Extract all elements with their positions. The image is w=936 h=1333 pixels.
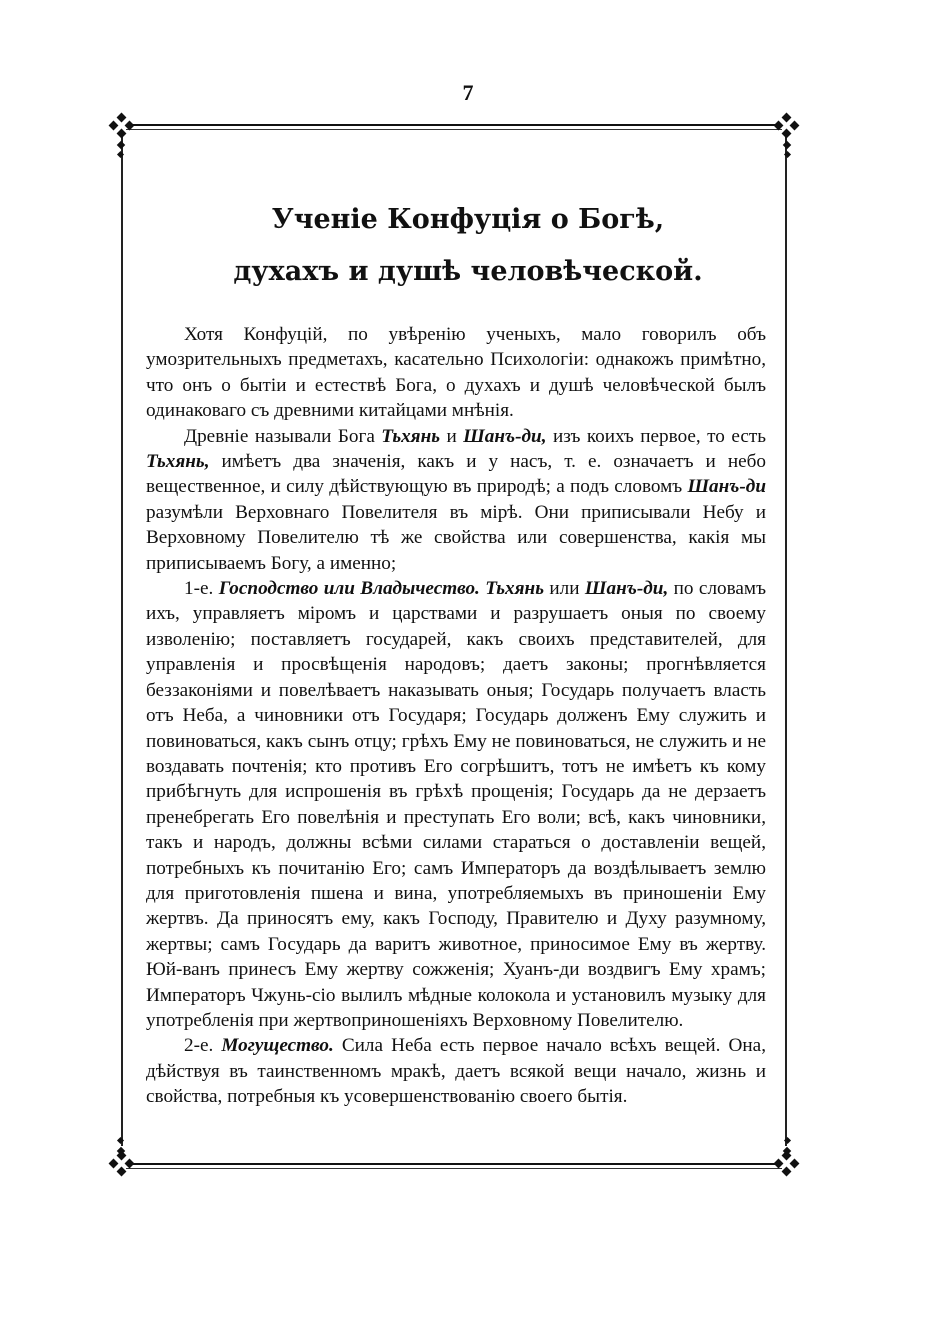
frame-left-border [121, 136, 123, 1146]
frame-top-rule-thin [126, 129, 782, 130]
text-run: Древніе называли Бога [184, 425, 382, 447]
corner-ornament-icon [104, 1136, 144, 1196]
text-run: 2-е. [184, 1035, 222, 1057]
paragraph [146, 1033, 766, 1109]
italic-term: Шанъ-ди, [463, 425, 547, 447]
corner-ornament-icon [764, 98, 804, 158]
text-run: Сила Неба есть первое начало всѣхъ вещей. Она, дѣйствуя въ таинственномъ мракѣ, даетъ всякой вещи начало, жизнь и свойства, потребныя къ усовершенствованію своего бытія. [146, 1035, 766, 1108]
italic-term: Тьхянь [485, 578, 544, 600]
text-run: имѣетъ два значенія, какъ и у насъ, т. е. означаетъ и небо вещественное, и силу дѣйствующую въ природѣ; а подъ словомъ [146, 451, 766, 498]
text-run: 1-е. [184, 578, 219, 600]
frame-top-rule [126, 124, 782, 126]
text-run: или [543, 578, 585, 600]
italic-term: Тьхянь, [146, 451, 210, 473]
italic-term: Господство или Владычество. [218, 578, 480, 600]
paragraph [146, 576, 766, 1033]
italic-term: Шанъ-ди, [584, 578, 669, 600]
italic-term: Могущество. [221, 1035, 334, 1057]
paragraph [146, 424, 766, 576]
text-run: изъ коихъ первое, то есть [546, 425, 766, 447]
frame-right-border [785, 136, 787, 1146]
corner-ornament-icon [104, 98, 144, 158]
italic-term: Тьхянь [381, 425, 440, 447]
frame-bottom-rule-thin [126, 1168, 782, 1169]
body-text [146, 322, 766, 1110]
text-run: по словамъ ихъ, управляетъ міромъ и царствами и разрушаетъ оныя по своему изволенію; поставляетъ государей, какъ своихъ представителей, для управленія и просвѣщенія народовъ; даетъ законы; прогнѣвляется беззаконіями и повелѣваетъ наказывать оныя; Государь получаетъ власть отъ Неба, а чиновники отъ Государя; Государь долженъ Ему служить и повиноваться, какъ сынъ отцу; грѣхъ Ему не повиноваться, не служить и не воздавать почтенія; кто противъ Его согрѣшитъ, тотъ не имѣетъ къ кому прибѣгнуть для испрошенія въ грѣхѣ прощенія; Государь да не дерзаетъ пренебрегать Его повелѣнія и преступать Его воли; всѣ, какъ чиновники, такъ и народъ, должны всѣми силами стараться о доставленіи вещей, потребныхъ къ почитанію Его; самъ Императоръ да воздѣлываетъ землю для приготовленія пшена и вина, употребляемыхъ въ приношеніи Ему жертвъ. Да приносятъ ему, какъ Господу, Правителю и Духу разумному, жертвы; самъ Государь да варитъ животное, приносимое Ему въ жертву. Юй-ванъ принесъ Ему жертву сожженія; Хуанъ-ди воздвигъ Ему храмъ; Императоръ Чжунь-сіо вылилъ мѣдные колокола и установилъ музыку для употребленія при жертвоприношеніяхъ Верховному Повелителю. [146, 578, 766, 1031]
frame-bottom-rule [126, 1163, 782, 1165]
chapter-subtitle: духахъ и душѣ человѣческой. [233, 256, 703, 287]
paragraph [146, 322, 766, 424]
text-run: разумѣли Верховнаго Повелителя въ мірѣ. Они приписывали Небу и Верховному Повелителю тѣ же свойства или совершенства, какія мы приписываемъ Богу, а именно; [146, 501, 766, 574]
text-run: Хотя Конфуцій, по увѣренію ученыхъ, мало говорилъ объ умозрительныхъ предметахъ, касательно Психологіи: однакожъ примѣтно, что онъ о бытіи и естествѣ Бога, о духахъ и душѣ человѣческой былъ одинаковаго съ древними китайцами мнѣнія. [146, 324, 766, 422]
page-number: 7 [462, 80, 474, 105]
chapter-title: Ученіе Конфуція о Богѣ, [271, 204, 665, 235]
italic-term: Шанъ-ди [687, 476, 766, 498]
text-run: и [440, 425, 464, 447]
corner-ornament-icon [764, 1136, 804, 1196]
